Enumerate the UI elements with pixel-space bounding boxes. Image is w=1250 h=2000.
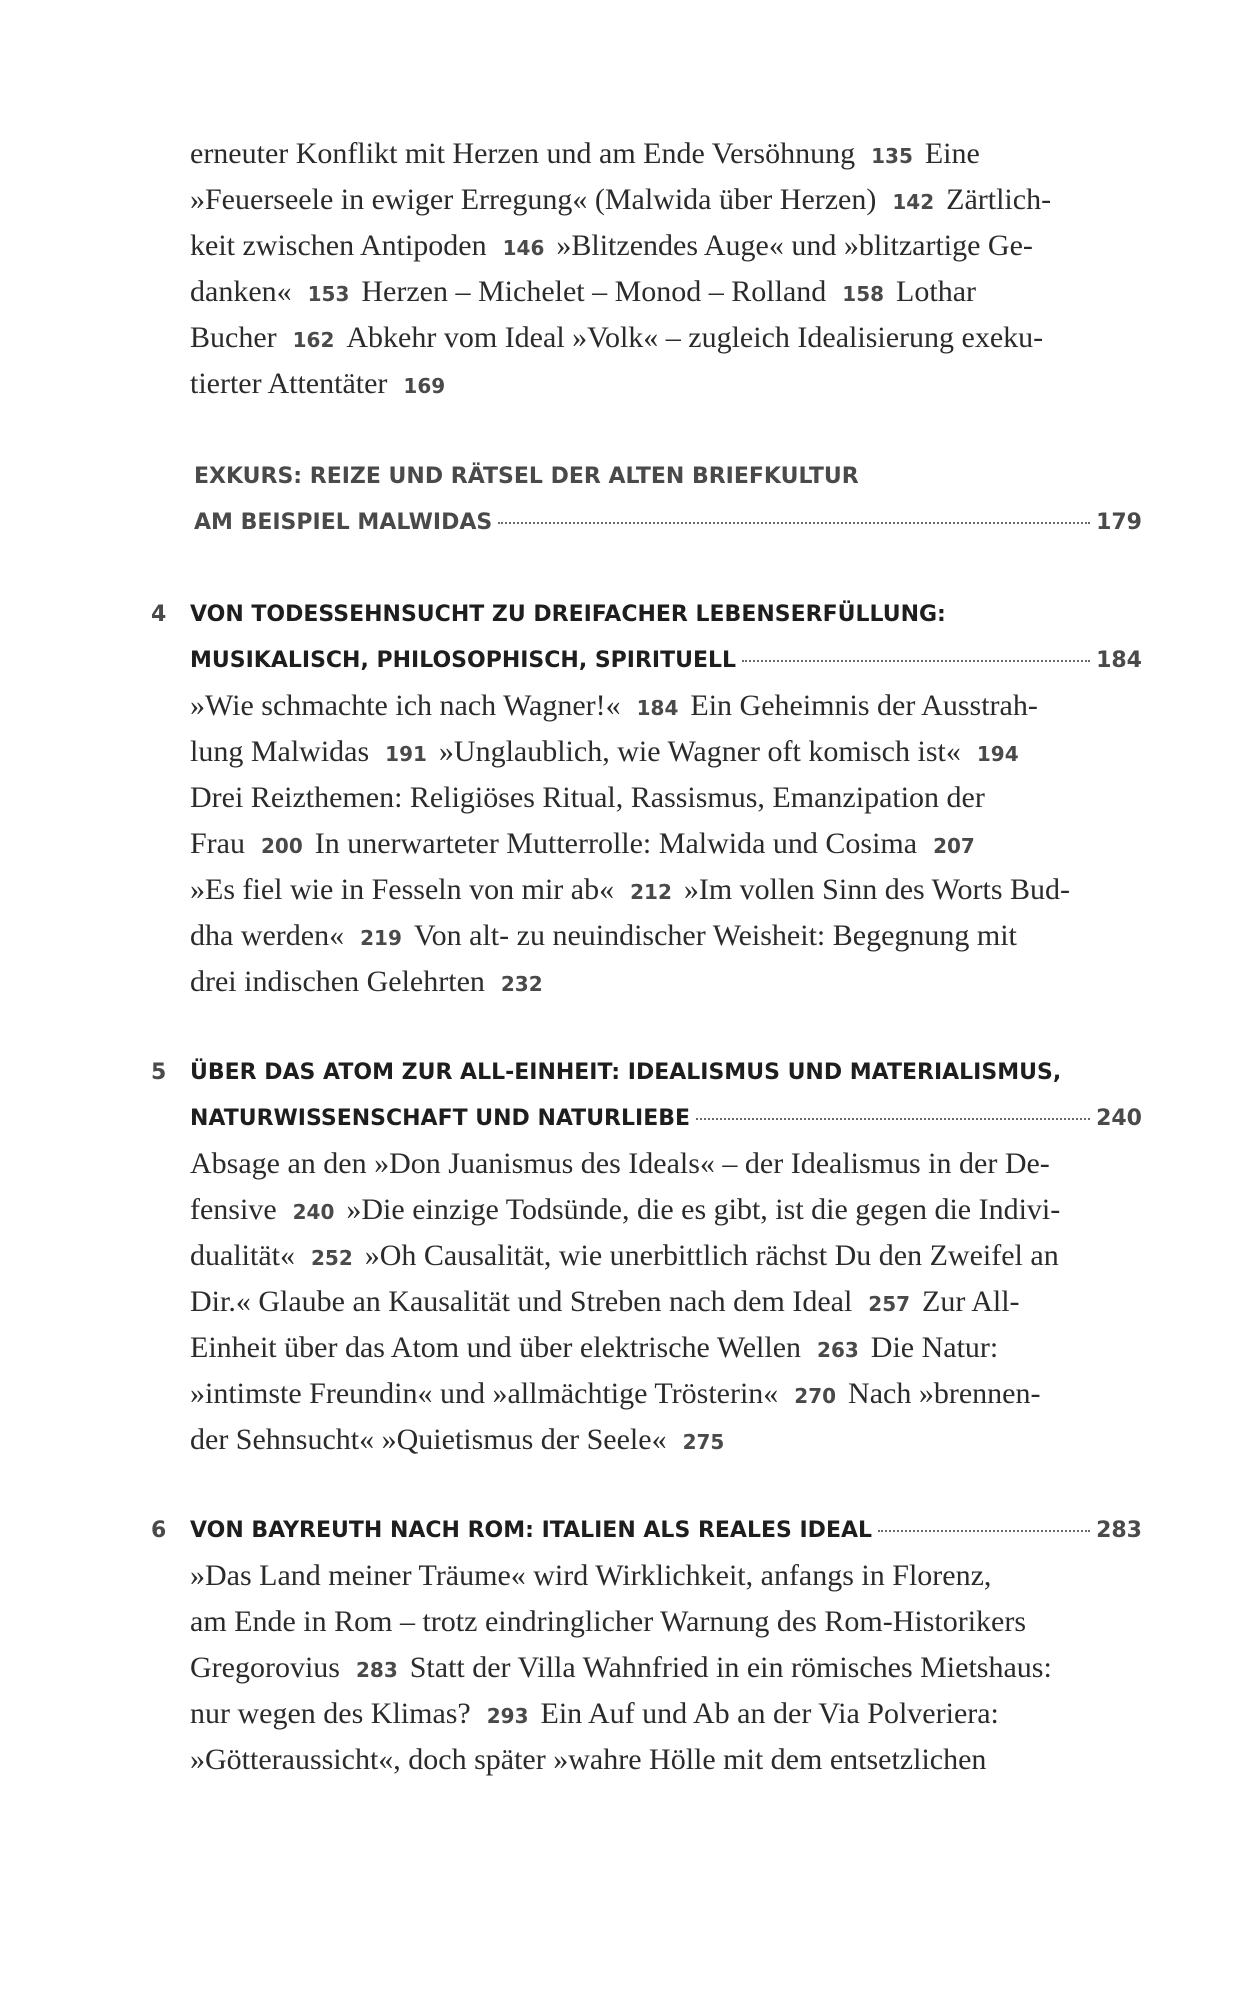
- toc-entry-line: [190, 1420, 724, 1462]
- page-number: 179: [1096, 510, 1142, 535]
- page-number: 283: [355, 1658, 398, 1682]
- entry-text: Zur All-: [922, 1285, 1020, 1318]
- entry-text: Absage an den »Don Juanismus des Ideals« – der Idealismus in der De-: [190, 1147, 1050, 1180]
- heading-text: NATURWISSENSCHAFT UND NATURLIEBE: [190, 1106, 691, 1131]
- toc-entry-line: [190, 1602, 1026, 1642]
- entry-text: In unerwarteter Mutterrolle: Malwida und Cosima: [314, 827, 918, 860]
- chapter-heading: [190, 600, 1142, 630]
- toc-entry-line: [190, 1740, 986, 1780]
- entry-text: Nach »brennen-: [848, 1377, 1041, 1410]
- toc-entry-line: [190, 824, 975, 866]
- page-number: 184: [636, 696, 679, 720]
- entry-text: »Im vollen Sinn des Worts Bud-: [683, 873, 1071, 906]
- heading-text: VON TODESSEHNSUCHT ZU DREIFACHER LEBENSERFÜLLUNG:: [190, 602, 946, 627]
- dot-leader: [696, 1118, 1090, 1120]
- entry-text: »intimste Freundin« und »allmächtige Trösterin«: [190, 1377, 779, 1410]
- toc-entry-line: [190, 318, 1043, 360]
- entry-text: fensive: [190, 1193, 277, 1226]
- page-number: 184: [1096, 648, 1142, 673]
- page-number: 240: [1096, 1106, 1142, 1131]
- page-number: 263: [817, 1338, 859, 1362]
- toc-entry-line: [190, 1190, 1060, 1232]
- entry-text: Eine: [924, 137, 980, 170]
- dot-leader: [878, 1530, 1090, 1532]
- chapter-heading-line: [190, 646, 1142, 676]
- entry-text: Herzen – Michelet – Monod – Rolland: [361, 275, 827, 308]
- entry-text: nur wegen des Klimas?: [190, 1697, 471, 1730]
- chapter-number: 6: [151, 1518, 167, 1543]
- entry-text: erneuter Konflikt mit Herzen und am Ende Versöhnung: [190, 137, 856, 170]
- entry-text: dualität«: [190, 1239, 295, 1272]
- page-number: 191: [385, 742, 427, 766]
- toc-entry-line: [190, 134, 980, 176]
- toc-entry-line: [190, 1374, 1040, 1416]
- entry-text: »Unglaublich, wie Wagner oft komisch ist«: [438, 735, 961, 768]
- entry-text: dha werden«: [190, 919, 345, 952]
- entry-text: »Die einzige Todsünde, die es gibt, ist die gegen die Indivi-: [346, 1193, 1061, 1226]
- entry-text: Ein Geheimnis der Ausstrah-: [690, 689, 1038, 722]
- toc-entry-line: [190, 1694, 999, 1736]
- entry-text: Abkehr vom Ideal »Volk« – zugleich Idealisierung exeku-: [346, 321, 1044, 354]
- toc-entry-line: [190, 1648, 1052, 1690]
- dot-leader: [742, 660, 1090, 662]
- toc-entry-line: [190, 870, 1070, 912]
- toc-entry-line: [190, 1328, 998, 1370]
- entry-text: Zärtlich-: [946, 183, 1052, 216]
- page-number: 275: [682, 1430, 725, 1454]
- entry-text: Drei Reizthemen: Religiöses Ritual, Rassismus, Emanzipation der: [190, 781, 985, 814]
- toc-entry-line: [190, 1556, 991, 1596]
- entry-text: Von alt- zu neuindischer Weisheit: Begegnung mit: [413, 919, 1017, 952]
- entry-text: Statt der Villa Wahnfried in ein römisches Mietshaus:: [409, 1651, 1052, 1684]
- toc-entry-line: [190, 916, 1017, 958]
- page-number: 257: [868, 1292, 911, 1316]
- entry-text: »Wie schmachte ich nach Wagner!«: [190, 689, 621, 722]
- toc-entry-line: [190, 962, 543, 1004]
- heading-text: MUSIKALISCH, PHILOSOPHISCH, SPIRITUELL: [190, 648, 737, 673]
- page-number: 293: [486, 1704, 529, 1728]
- heading-text: AM BEISPIEL MALWIDAS: [194, 510, 493, 535]
- toc-entry-line: [190, 1144, 1050, 1184]
- page-number: 194: [976, 742, 1019, 766]
- exkurs-heading-line: [194, 508, 1142, 538]
- entry-text: der Sehnsucht« »Quietismus der Seele«: [190, 1423, 667, 1456]
- page-number: 153: [307, 282, 350, 306]
- toc-entry-line: [190, 1282, 1020, 1324]
- entry-text: »Feuerseele in ewiger Erregung« (Malwida über Herzen): [190, 183, 877, 216]
- entry-text: Gregorovius: [190, 1651, 340, 1684]
- entry-text: »Oh Causalität, wie unerbittlich rächst Du den Zweifel an: [364, 1239, 1059, 1272]
- page-number: 169: [403, 374, 446, 398]
- heading-text: ÜBER DAS ATOM ZUR ALL-EINHEIT: IDEALISMUS UND MATERIALISMUS,: [190, 1060, 1062, 1085]
- entry-text: drei indischen Gelehrten: [190, 965, 485, 998]
- chapter-heading: [190, 1058, 1142, 1088]
- entry-text: Bucher: [190, 321, 277, 354]
- entry-text: danken«: [190, 275, 292, 308]
- entry-text: »Blitzendes Auge« und »blitzartige Ge-: [556, 229, 1033, 262]
- page-number: 283: [1096, 1518, 1142, 1543]
- dot-leader: [498, 522, 1090, 524]
- chapter-heading-line: [190, 1516, 1142, 1546]
- page-number: 146: [502, 236, 545, 260]
- entry-text: lung Malwidas: [190, 735, 370, 768]
- toc-entry-line: [190, 272, 976, 314]
- toc-entry-line: [190, 180, 1051, 222]
- toc-entry-line: [190, 1236, 1059, 1278]
- entry-text: Die Natur:: [870, 1331, 999, 1364]
- entry-text: Ein Auf und Ab an der Via Polveriera:: [540, 1697, 999, 1730]
- chapter-number: 5: [151, 1060, 167, 1085]
- entry-text: »Götteraussicht«, doch später »wahre Hölle mit dem entsetzlichen: [190, 1743, 987, 1776]
- heading-text: VON BAYREUTH NACH ROM: ITALIEN ALS REALES IDEAL: [190, 1518, 873, 1543]
- entry-text: Einheit über das Atom und über elektrische Wellen: [190, 1331, 802, 1364]
- entry-text: »Das Land meiner Träume« wird Wirklichkeit, anfangs in Florenz,: [190, 1559, 992, 1592]
- page-number: 200: [261, 834, 303, 858]
- toc-entry-line: [190, 364, 445, 406]
- page-number: 212: [630, 880, 672, 904]
- entry-text: Lothar: [896, 275, 977, 308]
- toc-entry-line: [190, 778, 985, 818]
- page-number: 252: [310, 1246, 353, 1270]
- page-number: 158: [842, 282, 885, 306]
- toc-entry-line: [190, 686, 1038, 728]
- page-number: 232: [500, 972, 543, 996]
- page-number: 135: [871, 144, 913, 168]
- heading-text: EXKURS: REIZE UND RÄTSEL DER ALTEN BRIEFKULTUR: [194, 464, 859, 489]
- entry-text: Frau: [190, 827, 245, 860]
- page-number: 207: [933, 834, 975, 858]
- page-number: 162: [292, 328, 335, 352]
- entry-text: Dir.« Glaube an Kausalität und Streben nach dem Ideal: [190, 1285, 853, 1318]
- page-number: 219: [360, 926, 402, 950]
- chapter-number: 4: [151, 602, 167, 627]
- toc-entry-line: [190, 226, 1033, 268]
- entry-text: tierter Attentäter: [190, 367, 388, 400]
- exkurs-heading: [194, 462, 1142, 492]
- entry-text: »Es fiel wie in Fesseln von mir ab«: [190, 873, 615, 906]
- toc-entry-line: [190, 732, 1019, 774]
- page-number: 270: [794, 1384, 837, 1408]
- entry-text: keit zwischen Antipoden: [190, 229, 487, 262]
- page-number: 240: [292, 1200, 335, 1224]
- chapter-heading-line: [190, 1104, 1142, 1134]
- entry-text: am Ende in Rom – trotz eindringlicher Warnung des Rom-Historikers: [190, 1605, 1027, 1638]
- page-number: 142: [892, 190, 935, 214]
